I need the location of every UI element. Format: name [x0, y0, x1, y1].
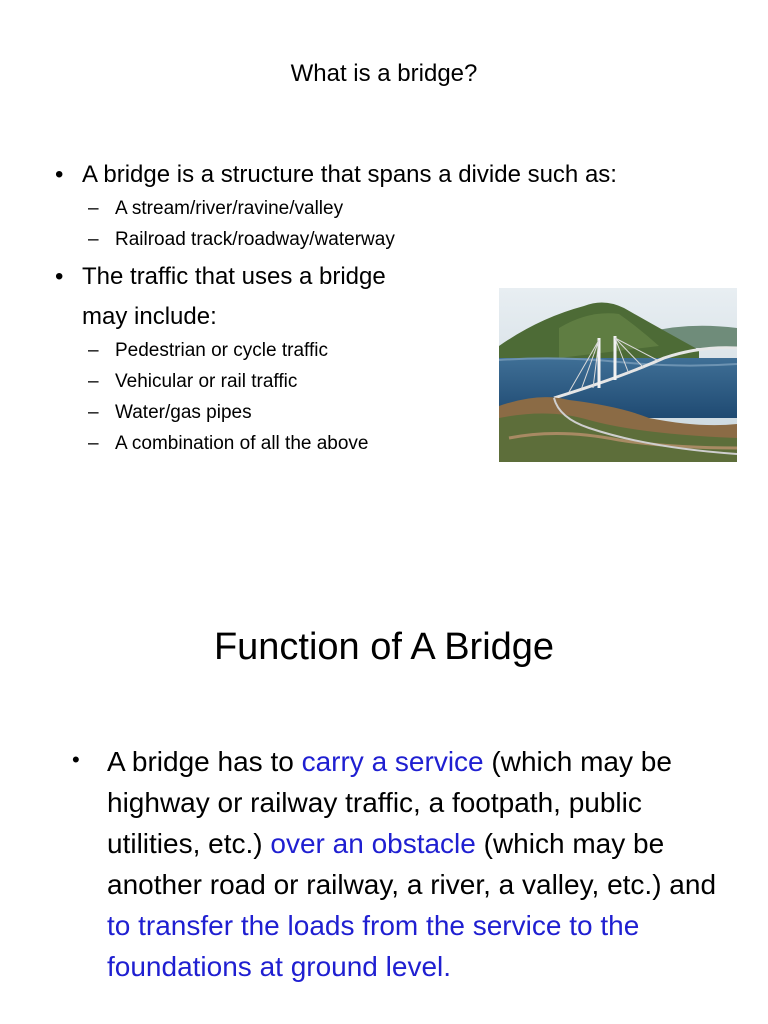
sub-bullet-item — [88, 366, 297, 397]
text-run: (which may be another road or railway, a river, a valley, etc.) and — [107, 828, 717, 900]
dash-glyph: – — [88, 433, 99, 454]
highlight-carry-service: carry a service — [301, 746, 484, 777]
dash-glyph: – — [88, 402, 99, 423]
text-run: A bridge has to — [107, 746, 302, 777]
text-run: (which may be highway or railway traffic, a footpath, public utilities, etc.) — [107, 746, 672, 859]
dash-glyph: – — [88, 371, 99, 392]
slide2-title: Function of A Bridge — [213, 626, 555, 668]
dash-glyph: – — [88, 340, 99, 361]
sub-bullet-text: Water/gas pipes — [115, 402, 252, 423]
sub-bullet-text: A combination of all the above — [115, 433, 369, 454]
sub-bullet-text: Pedestrian or cycle traffic — [115, 340, 328, 361]
sub-bullet-item — [88, 428, 369, 459]
sub-bullet-text: Vehicular or rail traffic — [115, 371, 298, 392]
bullet-glyph: • — [55, 161, 64, 188]
sub-bullet-item — [88, 193, 343, 224]
bullet-structure — [55, 155, 755, 195]
sub-bullet-item — [88, 335, 328, 366]
dash-glyph: – — [88, 229, 99, 250]
sub-bullet-text: A stream/river/ravine/valley — [115, 198, 344, 219]
sub-bullet-item — [88, 397, 252, 428]
highlight-over-obstacle: over an obstacle — [270, 828, 476, 859]
sub-bullet-text: Railroad track/roadway/waterway — [115, 229, 395, 250]
bullet-text: A bridge is a structure that spans a divide such as: — [82, 161, 617, 188]
highlight-transfer-loads: to transfer the loads from the service to the foundations at ground level. — [107, 910, 640, 982]
function-text — [107, 741, 722, 987]
slide1-title: What is a bridge? — [290, 60, 478, 87]
bridge-photo — [499, 288, 737, 462]
bullet-glyph: • — [55, 263, 64, 290]
sub-bullet-item — [88, 224, 395, 255]
bullet-text-line2: may include: — [82, 303, 217, 330]
bullet-text-line1: The traffic that uses a bridge — [82, 263, 386, 290]
bullet-traffic — [55, 257, 475, 337]
dash-glyph: – — [88, 198, 99, 219]
bullet-glyph: • — [72, 747, 80, 772]
function-paragraph — [72, 741, 722, 987]
